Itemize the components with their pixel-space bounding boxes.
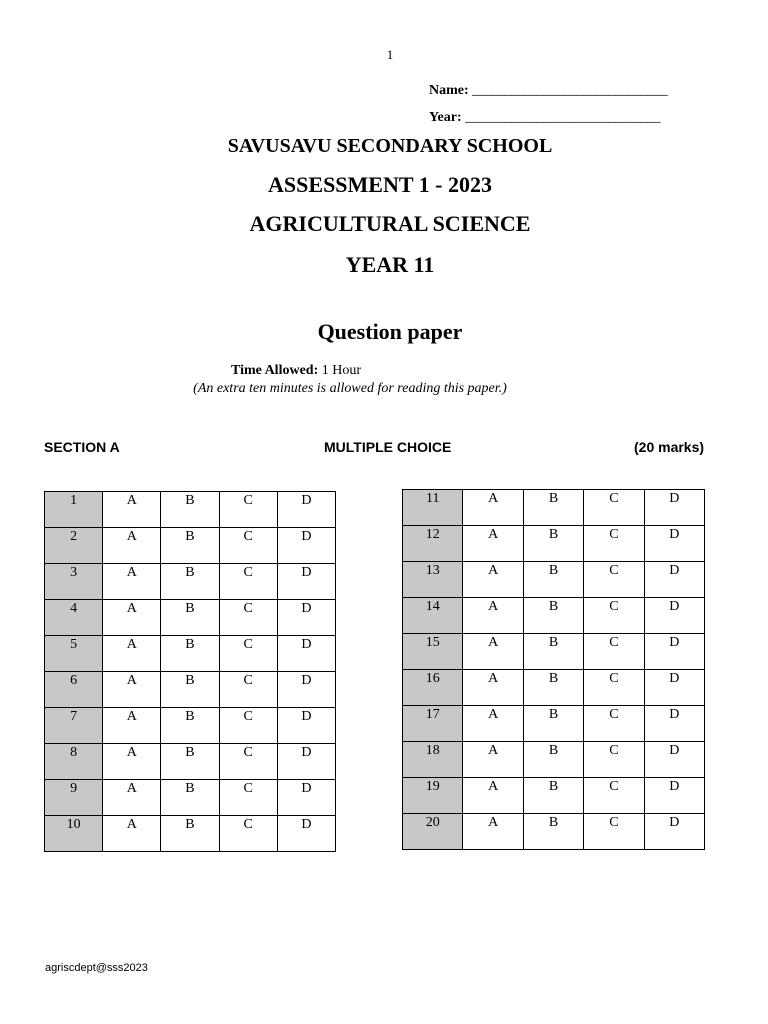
year-field [429, 110, 660, 126]
answer-option[interactable]: B [161, 600, 219, 636]
answer-option[interactable]: B [523, 562, 583, 598]
question-number: 15 [403, 634, 463, 670]
answer-row [403, 778, 705, 814]
answer-option[interactable]: D [644, 490, 704, 526]
answer-row [403, 706, 705, 742]
answer-row [403, 742, 705, 778]
question-number: 3 [45, 564, 103, 600]
answer-option[interactable]: B [161, 780, 219, 816]
answer-option[interactable]: B [161, 672, 219, 708]
answer-row [403, 562, 705, 598]
answer-option[interactable]: C [584, 562, 644, 598]
question-number: 6 [45, 672, 103, 708]
answer-option[interactable]: A [103, 708, 161, 744]
answer-row [45, 816, 336, 852]
answer-option[interactable]: B [523, 670, 583, 706]
question-number: 2 [45, 528, 103, 564]
answer-option[interactable]: A [463, 706, 523, 742]
answer-option[interactable]: A [463, 490, 523, 526]
subject-title: AGRICULTURAL SCIENCE [249, 211, 531, 236]
answer-option[interactable]: A [463, 778, 523, 814]
answer-option[interactable]: A [103, 780, 161, 816]
answer-option[interactable]: B [523, 598, 583, 634]
question-number: 1 [45, 492, 103, 528]
answer-option[interactable]: D [277, 708, 335, 744]
section-type: MULTIPLE CHOICE [324, 439, 452, 455]
answer-row [403, 814, 705, 850]
answer-option[interactable]: A [103, 816, 161, 852]
answer-option[interactable]: A [103, 528, 161, 564]
answer-option[interactable]: A [103, 744, 161, 780]
question-number: 16 [403, 670, 463, 706]
answer-row [403, 598, 705, 634]
answer-row [45, 708, 336, 744]
answer-option[interactable]: C [219, 780, 277, 816]
answer-option[interactable]: C [219, 492, 277, 528]
name-label: Name: [429, 83, 469, 98]
question-number: 14 [403, 598, 463, 634]
answer-option[interactable]: B [161, 744, 219, 780]
answer-row [45, 672, 336, 708]
section-marks: (20 marks) [634, 439, 705, 455]
answer-option[interactable]: C [219, 636, 277, 672]
answer-grid-right [402, 489, 705, 850]
answer-row [45, 600, 336, 636]
answer-option[interactable]: A [463, 742, 523, 778]
answer-option[interactable]: A [103, 672, 161, 708]
answer-option[interactable]: D [644, 634, 704, 670]
question-number: 20 [403, 814, 463, 850]
answer-option[interactable]: D [644, 742, 704, 778]
page-number: 1 [386, 47, 394, 62]
answer-option[interactable]: B [161, 528, 219, 564]
question-number: 18 [403, 742, 463, 778]
answer-option[interactable]: C [584, 490, 644, 526]
answer-option[interactable]: A [463, 670, 523, 706]
answer-option[interactable]: B [523, 778, 583, 814]
answer-option[interactable]: C [219, 564, 277, 600]
question-number: 4 [45, 600, 103, 636]
reading-time-note: (An extra ten minutes is allowed for reading this paper.) [193, 381, 507, 396]
answer-option[interactable]: D [277, 636, 335, 672]
answer-option[interactable]: A [103, 600, 161, 636]
name-field [429, 83, 667, 99]
answer-option[interactable]: C [584, 814, 644, 850]
answer-option[interactable]: A [463, 598, 523, 634]
answer-option[interactable]: C [584, 526, 644, 562]
name-line: ______________________________ [472, 83, 668, 98]
answer-row [403, 490, 705, 526]
answer-option[interactable]: D [644, 670, 704, 706]
question-number: 10 [45, 816, 103, 852]
answer-option[interactable]: A [103, 564, 161, 600]
answer-option[interactable]: A [463, 814, 523, 850]
answer-option[interactable]: B [161, 564, 219, 600]
answer-option[interactable]: C [584, 598, 644, 634]
question-number: 19 [403, 778, 463, 814]
answer-option[interactable]: C [219, 528, 277, 564]
answer-row [403, 634, 705, 670]
answer-option[interactable]: D [644, 706, 704, 742]
school-name: SAVUSAVU SECONDARY SCHOOL [227, 135, 553, 157]
answer-option[interactable]: B [523, 706, 583, 742]
year-label: Year: [429, 110, 462, 125]
paper-title: Question paper [317, 319, 463, 344]
answer-option[interactable]: B [161, 492, 219, 528]
answer-option[interactable]: C [219, 744, 277, 780]
answer-option[interactable]: C [584, 778, 644, 814]
answer-option[interactable]: D [644, 778, 704, 814]
answer-option[interactable]: D [277, 564, 335, 600]
answer-option[interactable]: D [644, 598, 704, 634]
answer-row [45, 744, 336, 780]
answer-option[interactable]: C [219, 600, 277, 636]
time-allowed [0, 363, 592, 379]
question-number: 7 [45, 708, 103, 744]
answer-option[interactable]: B [523, 814, 583, 850]
answer-option[interactable]: D [277, 528, 335, 564]
year-title: YEAR 11 [345, 252, 435, 277]
answer-option[interactable]: A [103, 492, 161, 528]
section-name: SECTION A [44, 439, 120, 455]
answer-option[interactable]: C [219, 816, 277, 852]
year-line: ______________________________ [465, 110, 661, 125]
answer-row [45, 528, 336, 564]
answer-option[interactable]: C [584, 634, 644, 670]
question-number: 9 [45, 780, 103, 816]
answer-option[interactable]: D [277, 492, 335, 528]
question-number: 12 [403, 526, 463, 562]
answer-option[interactable]: C [219, 708, 277, 744]
question-number: 11 [403, 490, 463, 526]
answer-row [45, 636, 336, 672]
question-number: 5 [45, 636, 103, 672]
answer-option[interactable]: C [219, 672, 277, 708]
answer-option[interactable]: B [523, 526, 583, 562]
answer-option[interactable]: D [644, 526, 704, 562]
answer-option[interactable]: B [161, 816, 219, 852]
question-number: 17 [403, 706, 463, 742]
answer-option[interactable]: B [161, 708, 219, 744]
answer-row [403, 670, 705, 706]
question-number: 13 [403, 562, 463, 598]
answer-row [45, 564, 336, 600]
answer-option[interactable]: A [463, 526, 523, 562]
answer-option[interactable]: D [277, 672, 335, 708]
question-number: 8 [45, 744, 103, 780]
answer-option[interactable]: B [161, 636, 219, 672]
answer-option[interactable]: B [523, 490, 583, 526]
footer-text: agriscdept@sss2023 [45, 962, 148, 974]
answer-option[interactable]: B [523, 742, 583, 778]
answer-option[interactable]: A [463, 562, 523, 598]
time-label: Time Allowed: [230, 363, 319, 378]
answer-row [45, 780, 336, 816]
answer-option[interactable]: A [103, 636, 161, 672]
answer-option[interactable]: D [644, 814, 704, 850]
answer-option[interactable]: C [584, 706, 644, 742]
time-value: 1 Hour [318, 363, 362, 378]
answer-option[interactable]: D [277, 780, 335, 816]
answer-row [403, 526, 705, 562]
answer-option[interactable]: C [584, 742, 644, 778]
answer-option[interactable]: D [277, 744, 335, 780]
assessment-title: ASSESSMENT 1 - 2023 [268, 172, 492, 197]
answer-row [45, 492, 336, 528]
answer-grid-left [44, 491, 336, 852]
answer-option[interactable]: D [277, 600, 335, 636]
answer-option[interactable]: D [644, 562, 704, 598]
answer-option[interactable]: B [523, 634, 583, 670]
answer-option[interactable]: D [277, 816, 335, 852]
answer-option[interactable]: C [584, 670, 644, 706]
answer-option[interactable]: A [463, 634, 523, 670]
